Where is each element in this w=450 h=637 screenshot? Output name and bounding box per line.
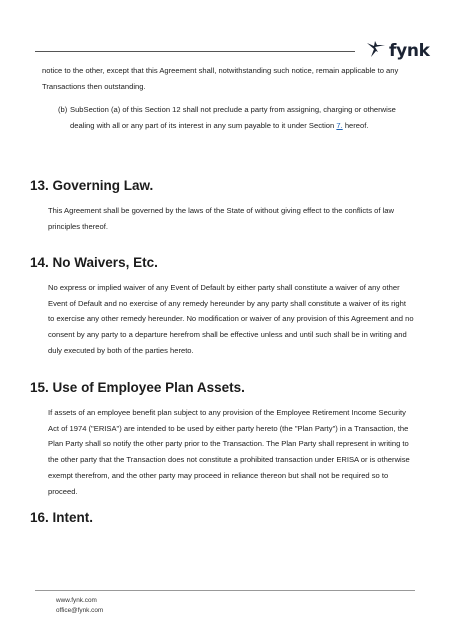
section-13-body: This Agreement shall be governed by the laws of the State of without giving effect to the conflicts of law principles thereof. (48, 206, 394, 231)
bird-logo-icon (366, 39, 386, 64)
clause-item-label: (b) (58, 105, 68, 114)
clause-text-end: hereof. (342, 120, 369, 130)
section-16-heading (30, 510, 93, 525)
clause-item-body (70, 102, 416, 133)
section-number: 13. (30, 178, 49, 193)
header-divider (35, 51, 355, 52)
section-number: 15. (30, 380, 49, 395)
section-13-heading (30, 178, 153, 193)
carryover-paragraph: notice to the other, except that this Agreement shall, notwithstanding such notice, remain applicable to any Transactions then outstanding. (42, 66, 399, 91)
section-number: 16. (30, 510, 49, 525)
footer-website[interactable]: www.fynk.com (56, 597, 97, 604)
footer-email[interactable]: office@fynk.com (56, 607, 104, 614)
section-15-heading (30, 380, 245, 395)
brand-name: fynk (389, 41, 430, 61)
section-15-body: If assets of an employee benefit plan subject to any provision of the Employee Retirement Income Security Act of 1974 ("ERISA") are intended to be used by either party hereto (the "Plan Party") in a Transaction, the Plan Party shall so notify the other party prior to the Transaction. The Plan Party shall represent in writing to the other party that the Transaction does not constitute a prohibited transaction under ERISA or is otherwise exempt therefrom, and the other party may proceed in reliance thereon but shall not be required so to proceed. (48, 408, 410, 496)
section-title: Intent. (52, 510, 94, 525)
section-number: 14. (30, 255, 49, 270)
section-14-heading (30, 255, 158, 270)
section-title: Governing Law. (52, 178, 154, 193)
footer-divider (35, 590, 415, 591)
section-title: Use of Employee Plan Assets. (52, 380, 245, 395)
section-7-link[interactable]: 7. (336, 120, 343, 130)
clause-text: SubSection (a) of this Section 12 shall not preclude a party from assigning, charging or otherwise dealing with all or any part of its interest in any sum payable to it under Section (70, 105, 396, 130)
section-14-body: No express or implied waiver of any Event of Default by either party shall constitute a waiver of any other Event of Default and no exercise of any remedy hereunder by any party shall constitute a waiver of its right to exercise any other remedy hereunder. No modification or waiver of any provision of this Agreement and no consent by any party to a departure herefrom shall be effective unless and until such shall be in writing and duly executed by both of the parties hereto. (48, 283, 414, 355)
brand-logo[interactable] (366, 40, 430, 62)
section-title: No Waivers, Etc. (52, 255, 158, 270)
